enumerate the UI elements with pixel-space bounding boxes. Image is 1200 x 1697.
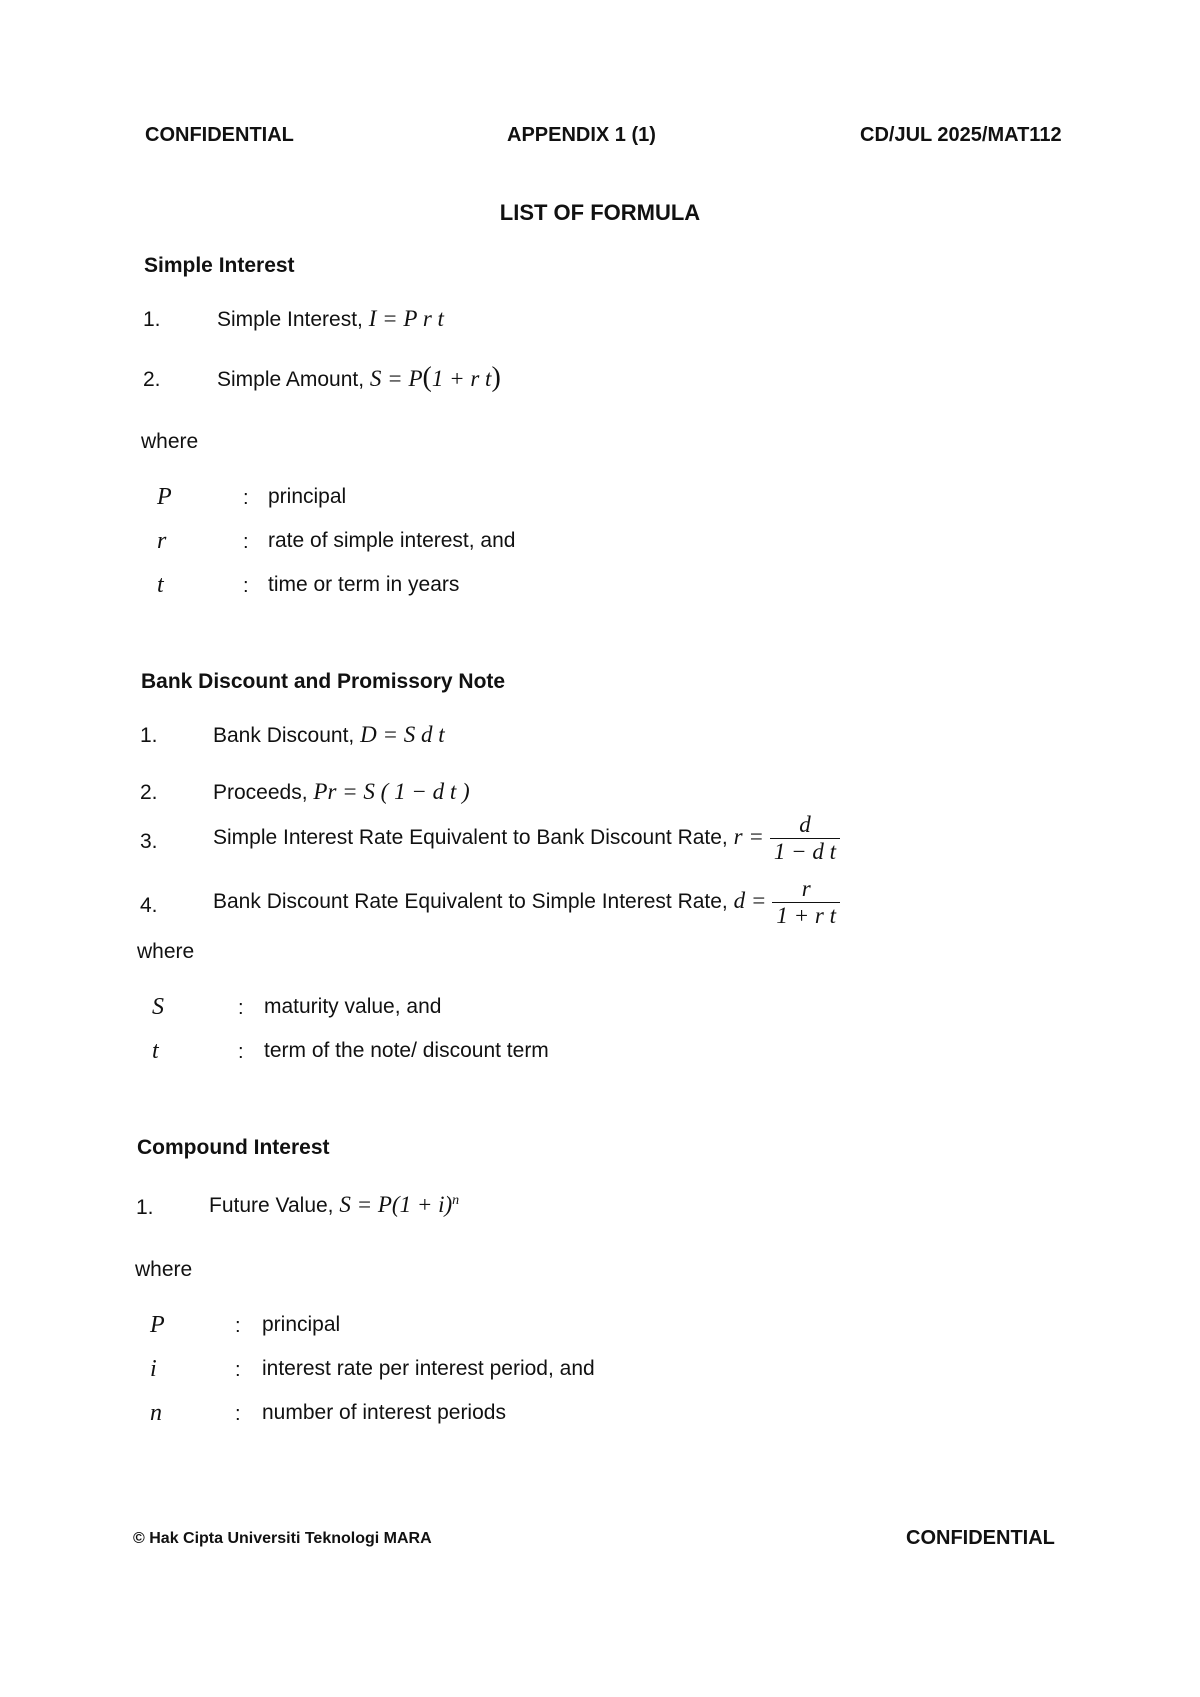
- definition-colon: :: [235, 1359, 241, 1381]
- formula-expression: S = P: [369, 366, 423, 391]
- definition-text: maturity value, and: [264, 995, 442, 1018]
- formula-lhs: r =: [733, 824, 764, 850]
- definition-colon: :: [243, 487, 249, 509]
- formula-expression: S = P(1 + i): [339, 1192, 453, 1217]
- definition-symbol: n: [150, 1400, 162, 1426]
- section-heading-simple-interest: Simple Interest: [144, 254, 295, 277]
- formula-expression: I = P r t: [368, 306, 444, 331]
- definition-symbol: i: [150, 1356, 157, 1382]
- header-appendix: APPENDIX 1 (1): [507, 124, 656, 146]
- definition-text: rate of simple interest, and: [268, 529, 516, 552]
- fraction: [772, 876, 840, 929]
- definition-symbol: t: [157, 572, 164, 598]
- definition-colon: :: [243, 531, 249, 553]
- formula-expression: Pr = S ( 1 − d t ): [313, 779, 470, 804]
- formula-bank-discount: [213, 722, 445, 748]
- definition-symbol: S: [152, 994, 164, 1020]
- page-title: LIST OF FORMULA: [499, 200, 701, 225]
- definition-text: interest rate per interest period, and: [262, 1357, 595, 1380]
- definition-colon: :: [235, 1315, 241, 1337]
- definition-text: principal: [268, 485, 347, 508]
- formula-expression: D = S d t: [360, 722, 445, 747]
- formula-proceeds: [213, 779, 470, 805]
- item-number: 2.: [143, 368, 161, 391]
- where-label: where: [135, 1258, 193, 1281]
- formula-discount-rate-equivalent: [213, 876, 840, 929]
- formula-inner: 1 + r t: [431, 366, 492, 391]
- formula-label: Simple Amount,: [217, 368, 365, 391]
- definition-symbol: r: [157, 528, 167, 554]
- header-confidential: CONFIDENTIAL: [145, 124, 294, 146]
- definition-colon: :: [238, 997, 244, 1019]
- definition-symbol: P: [157, 484, 172, 510]
- formula-label: Future Value,: [209, 1194, 334, 1217]
- where-label: where: [141, 430, 199, 453]
- definition-text: time or term in years: [268, 573, 460, 596]
- formula-label: Simple Interest Rate Equivalent to Bank Discount Rate,: [213, 826, 728, 850]
- definition-text: number of interest periods: [262, 1401, 506, 1424]
- formula-lhs: d =: [733, 888, 767, 914]
- item-number: 1.: [143, 308, 161, 331]
- formula-future-value: [209, 1192, 459, 1218]
- formula-label: Bank Discount,: [213, 724, 355, 747]
- formula-label: Simple Interest,: [217, 308, 363, 331]
- item-number: 3.: [140, 830, 158, 853]
- footer-confidential: CONFIDENTIAL: [906, 1527, 1055, 1549]
- definition-symbol: t: [152, 1038, 159, 1064]
- header-course-code: CD/JUL 2025/MAT112: [860, 124, 1062, 146]
- section-heading-bank-discount: Bank Discount and Promissory Note: [141, 670, 506, 693]
- definition-colon: :: [235, 1403, 241, 1425]
- fraction-numerator: d: [799, 812, 811, 837]
- formula-simple-interest: [217, 306, 444, 332]
- formula-simple-amount: Simple Amount, S = P(1 + r t): [217, 362, 501, 393]
- definition-colon: :: [238, 1041, 244, 1063]
- footer-copyright: © Hak Cipta Universiti Teknologi MARA: [133, 1530, 432, 1547]
- fraction-denominator: 1 − d t: [770, 838, 840, 865]
- fraction: [770, 812, 840, 865]
- item-number: 2.: [140, 781, 158, 804]
- definition-text: principal: [262, 1313, 341, 1336]
- formula-label: Bank Discount Rate Equivalent to Simple Interest Rate,: [213, 890, 728, 914]
- item-number: 1.: [140, 724, 158, 747]
- item-number: 4.: [140, 894, 158, 917]
- formula-exponent: n: [452, 1193, 460, 1208]
- section-heading-compound-interest: Compound Interest: [137, 1136, 330, 1159]
- definition-text: term of the note/ discount term: [264, 1039, 549, 1062]
- fraction-denominator: 1 + r t: [772, 902, 840, 929]
- item-number: 1.: [136, 1196, 154, 1219]
- formula-simple-rate-equivalent: [213, 812, 840, 865]
- formula-label: Proceeds,: [213, 781, 308, 804]
- fraction-numerator: r: [801, 876, 811, 901]
- where-label: where: [137, 940, 195, 963]
- definition-colon: :: [243, 575, 249, 597]
- definition-symbol: P: [150, 1312, 165, 1338]
